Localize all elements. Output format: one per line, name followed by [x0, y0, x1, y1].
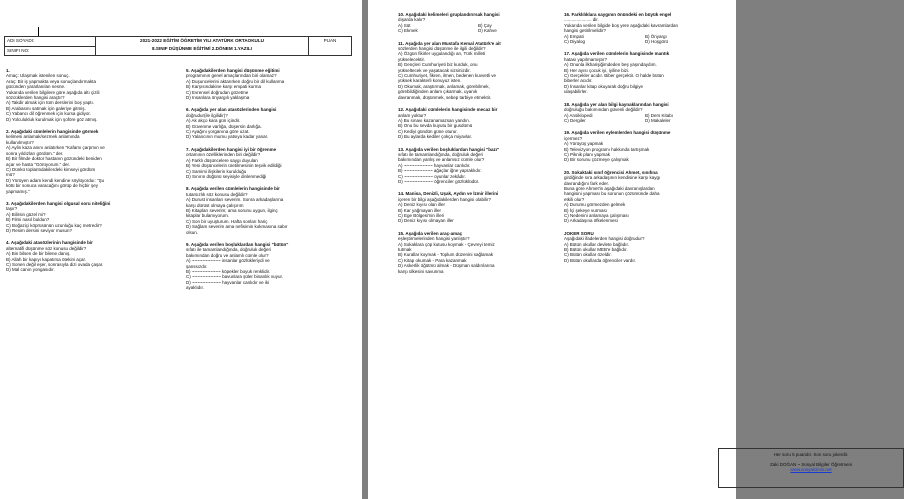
answer-options [564, 113, 726, 124]
question-line: hangisini yapması bu sorunun çözümünde daha [564, 191, 660, 197]
question [186, 186, 354, 235]
question-title: 1. [6, 68, 10, 73]
question-line: B) Allah bir kapıyı kapatırsa ötekini açar. [6, 256, 87, 262]
question-line: taşır? [6, 206, 18, 212]
question-line: C) Ayağını yorganına göre uzat. [186, 129, 250, 135]
question-line: B) Her ayısı çocuk iyi, iyiline bizi. [564, 67, 630, 73]
question-line: A) Sokaklara çöp kutusu koymak - Çevreyi temiz [398, 241, 495, 247]
question [6, 129, 174, 194]
question-line: D) Arkadaşına öfkelenmesi [564, 218, 618, 224]
exam-title-line1: 2021-2022 EĞİTİM ÖĞRETİM YILI ATATÜRK ORTAOKULU [140, 38, 264, 43]
question-line: A) Ak akço kara gün içindir. [186, 118, 241, 124]
question-line: D) Resim dersini seviyor musun? [6, 227, 73, 233]
website-link[interactable]: www.sosyalcimis.net [790, 467, 832, 473]
question-column-1 [6, 68, 174, 280]
question-line: dışarda kalır? [398, 17, 426, 23]
question-line: yükselecektir. [398, 56, 426, 62]
question-line: kullanılmıştır? [6, 139, 34, 145]
question [186, 68, 354, 100]
question [186, 107, 354, 139]
question-line: A) Duşuncelerini aktarırken doğru bir dil kullanma [186, 78, 285, 84]
answer-option: B) Önyargı [645, 33, 667, 39]
question-line: C) Kediyi gündün güne oturur. [398, 128, 458, 134]
answer-option: A) Empati [564, 33, 584, 39]
exam-header [4, 36, 352, 56]
question-line: kötü bir sonuca varacağını görüp de hiçbir şey [6, 183, 99, 189]
question-line: Aşağıdaki ifadelerden hangisi doğrudur? [564, 236, 645, 242]
question-line: B) Gençleri Cumhuriyeti biz kurduk, onu [398, 62, 478, 68]
question-line: A) Takdir almak için tüm derslerini boş yaptı. [6, 100, 94, 106]
answer-option: C) Diyalog [564, 39, 586, 45]
question-line: B) ~~~~~~~~~~~ ağaçlar iğne yapraklıdır. [398, 168, 482, 174]
question-title: 2. Aşağıdaki cümlelerin hangisinde görmek [6, 129, 99, 135]
question-line: sıfatı ile tamamlandığında, doğruluk değeri [186, 247, 272, 253]
question-title: 3. Aşağıdakilerden hangisi olgusal soru niteliğini [6, 200, 111, 206]
question-title: 5. Aşağıdakilerden hangisi düşünme eğitimi [186, 68, 280, 73]
question-line: D) Mal canın yongasıdır. [6, 267, 55, 273]
question-line: B) Kurallar koymak - Toplum düzenini sağlamak [398, 252, 493, 258]
answer-options [564, 34, 726, 45]
question-title: 18. Aşağıda yer alan bilgi kaynaklarından hangisi [564, 101, 669, 107]
question-line: A) Durust insanları severim. Sonra arkadaşlarına [186, 197, 284, 203]
question-line: D) Bu aylarda kediler çokça miyavlar. [398, 134, 473, 140]
question-line: B) Televizyon programı hakkında tartışmak [564, 146, 650, 152]
question-title: 4. Aşağıdaki atasözlerinin hangisinde bir [6, 240, 93, 246]
question-column-3 [398, 12, 558, 281]
question-line: D) Sınırın düğünü seyisiyle dinlenmediği [186, 173, 267, 179]
question [564, 170, 726, 224]
question-line: A) Farklı düşüncelere saygı duyulan [186, 157, 258, 163]
question-line: içeren bir bilgi aşağıdakilerden hangisi olabilir? [398, 196, 492, 202]
question [398, 147, 558, 185]
question-line: B) İçi şekeye vurması [564, 207, 608, 213]
question-line: A) Bilirsin güzel mi? [6, 211, 46, 217]
question-line: davranmak, düşünmek, sebep tarbiye etmektir. [398, 94, 492, 100]
question [398, 231, 558, 274]
question-title: JOKER SORU [564, 230, 594, 236]
question-line: etkili olur? [564, 196, 585, 202]
question-line: C) Evrensel doğrudan gözetme [186, 89, 249, 95]
question-line: doğrudur(ile ilgilidir)? [186, 112, 228, 118]
question-line: B) Kitapları severim; ama sorunu uygun, ilginç [186, 207, 278, 213]
answer-option: C) Ekmek [398, 28, 418, 34]
score-label: PUAN [323, 38, 337, 43]
question-line: karşı dürüst olmaya çalışırım [186, 202, 244, 208]
answer-option: C) Dergiler [564, 117, 586, 123]
question-line: D) ~~~~~~~~~~~ öğrenciler gözlüklüdür. [398, 178, 480, 184]
question-line: C) Nedenini anlamaya çalışması [564, 213, 629, 218]
question-line: bakımından doğru ve anlamlı cümle olur? [186, 252, 269, 258]
question [398, 41, 558, 100]
question-line: A) Durumu görmezden gelmek [564, 202, 626, 208]
question-line: D) Bütün okullarda öğrenciler vardır. [564, 257, 637, 263]
question-line: olsun. [186, 229, 199, 235]
question-line: eşleştirmelerinden hangisi yanlıştır? [398, 236, 470, 242]
question-line: içermez? [564, 135, 583, 141]
answer-options [398, 23, 558, 34]
question-line: Buna göre Ahmet'in aşağıdaki davranışlardan [564, 185, 655, 191]
question-line: girdiğinde sıra arkadaşının kendisine karşı kaygı [564, 175, 661, 181]
question [398, 107, 558, 139]
class-label: SINIFI NO: [7, 47, 30, 53]
question-line: Yukarıda verilen bilgide boş yere aşağıdaki kavramlardan [564, 22, 679, 28]
question-line: A) Onunla ilkharişiğimdeden beş yaşındaydım. [564, 62, 657, 68]
question-line: Yukarıda verilen bilgilere göre aşağıda altı çizili [6, 89, 100, 95]
answer-option: D) Hoşgörü [645, 39, 669, 45]
question [564, 231, 726, 263]
question-line: D) Sağlam severim ama nefisimin kokmasına sabır [186, 224, 288, 230]
question-line: sözlerden hangisi düşünme ile ilgili değildir? [398, 46, 486, 52]
question-line: C) Ege Bölgesi'nin illeri [398, 213, 445, 218]
question-line: C) Kitap okumak - Para kazanmak [398, 257, 467, 263]
question-line: D) İnsanlar kitap okuyarak doğru bilgiye [564, 83, 644, 89]
question-line: Amaç: Ulaşmak istenilen sonuç. [6, 73, 70, 79]
exam-title [96, 37, 309, 55]
question-line: B) Bir filmde doktor hastanın gözündeki beniden [6, 156, 102, 162]
teacher-name: Zaki DOĞAN ~ Sosyal Bilgiler Öğretmeni [770, 461, 852, 467]
question-line: C) Yabancı dil öğrenmek için kursa gidiyor. [6, 111, 91, 117]
question-line: sonra yıldızları gördüm." der. [6, 150, 64, 156]
question-line: A) Bu sınavı kazanamazsan yandın. [398, 117, 471, 123]
question-title: 8. Aşağıda verilen cümlelerin hangisinde bir [186, 186, 280, 192]
question-title: 6. Aşağıda yer alan atasözlerinden hangisi [186, 107, 277, 113]
question-line: C) Boğaziçi köprüsünün uzunluğu kaç metredir? [6, 222, 102, 228]
question-title: 19. Aşağıda verilen eylemlerden hangisi düşünme [564, 130, 671, 136]
answer-option: B) Çay [478, 22, 492, 28]
exam-page-right [368, 0, 852, 499]
question-line: B) Kar yağmayan iller [398, 207, 442, 213]
question-line: mü? [6, 172, 15, 178]
question-line: A) Bütün okullar devlete bağlıdır. [564, 241, 630, 247]
question-line: Araç: Bir iş yapmakta veya sonuçlandırmakta [6, 78, 97, 84]
question-title: 12. Aşağıdaki cümlelerin hangisinde mecaz bir [398, 107, 498, 113]
question-line: A) Aylin kaza anını anlatırken "Kafamı çarpmın ve [6, 145, 105, 151]
question-line: kelimesi anlamak/sezmek anlamında [6, 134, 80, 140]
question-line: B) ~~~~~~~~~~~ köpekler boyuk renklidir. [186, 269, 271, 274]
answer-option: A) Ansiklopedi [564, 112, 593, 118]
question-line: görebildiğinden anlam çıkarmak, uyanık [398, 89, 478, 95]
question-line: C) Cumhuriyet, fikren, ilmen, bedenen kuvvetli ve [398, 73, 497, 79]
question-line: yapmamış." [6, 188, 30, 194]
question-line: açar ve hasta "Görüyorum." der. [6, 161, 70, 167]
question-line: tutmak [398, 247, 412, 253]
question-line: tutarsızlık söz konusu değildir? [186, 191, 248, 197]
question-line: anlam yoktur? [398, 112, 427, 118]
question-line: D) Okumak, araştırmak, anlamak, görebilmek, [398, 83, 490, 89]
question-line: karşı ülkesini savunma [398, 268, 444, 274]
question-line: B) Filmi nasıl buldun? [6, 217, 50, 223]
question-line: C) Bütün okullar özeldir. [564, 252, 612, 258]
question-line: A) Deniz kıyısı olan iller [398, 202, 446, 208]
question-title: 14. Manisa, Denizli, Uşak, Aydın ve İzmir illerini [398, 191, 499, 197]
answer-option: A) Süt [398, 22, 411, 28]
question-title: 13. Aşağıda verilen boşluklardan hangisi "bazı" [398, 146, 500, 152]
question-line: A) Yürüyüş yapmak [564, 141, 604, 147]
question-title: 15. Aşağıda verilen araç-amaç [398, 230, 463, 236]
question-line: programının genel amaçlarından biri olamaz? [186, 73, 277, 79]
question-column-2 [186, 68, 354, 298]
question-line: ayaklıdır. [186, 285, 205, 291]
question [186, 147, 354, 179]
question-line: A) Bin bilsen de bir bilene danış. [6, 251, 71, 257]
student-info [5, 37, 96, 55]
question-line: A) ~~~~~~~~~~~ hayvanlar canlıdır. [398, 162, 471, 168]
exam-title-line2: 8.SINIF DÜŞÜNME EĞİTİMİ 2.DÖNEM 1.YAZILI [152, 46, 252, 51]
question-line: D) Deniz kıyısı olmayan iller [398, 218, 454, 224]
question-line: bakımından yanlış ve anlamsız cümle olur? [398, 157, 485, 163]
question-line: C) ~~~~~~~~~~~ bavunlara şüler binanlık vuyur. [186, 274, 283, 280]
question-line: C) Samimi ilişkilerin kurulduğu [186, 168, 247, 174]
question-line: D) Yalancının mumu yatsıya kadar yanar. [186, 134, 269, 140]
question [6, 240, 174, 272]
question-line: A) Özgün fikirler uygulandığı an, Türk milleti [398, 51, 486, 57]
name-label: ADI SOYADI: [5, 37, 95, 47]
answer-option: D) Makaleler [645, 117, 671, 123]
question [6, 201, 174, 233]
question-line: B) Karşısındakine karşı empati kurma [186, 84, 262, 90]
question-line: alternatifi düşünme söz konusu değildir? [6, 245, 87, 251]
question-line: kitaplar bulamıyorum. [186, 213, 230, 219]
question-line: hatası yapılmamıştır? [564, 56, 608, 62]
question-line: D) Yolculukluk kurulmak için şoföre göz atmış. [6, 116, 98, 122]
question-line: B) Arabasını satmak için galeriye gitmiş. [6, 105, 86, 111]
question-line: A) ~~~~~~~~~~~ insanlar gözlükleriydi ve [186, 258, 270, 264]
question-line: D) ~~~~~~~~~~~ hayvanlar canlıdır ve iki [186, 279, 270, 285]
question [564, 51, 726, 94]
question-line: ulaşabilirler. [564, 89, 588, 95]
question-title: 7. Aşağıdakilerden hangisi iyi bir öğrenme [186, 146, 277, 152]
question-line: D) Yürüyen adam kendi kendine söylüyorduı: "Şu [6, 177, 105, 183]
question-line: sıfatı ile tamamlandığında, doğruluk değeri [398, 151, 484, 157]
exam-page-left [0, 0, 362, 499]
question-title: 10. Aşağıdaki kelimeleri gruplandırırsak hangisi [398, 12, 500, 17]
question-line: C) Sonen değil eşer, sonrasıyla dizi ovada çaşar. [6, 262, 104, 267]
question-line: ortamının özelliklerinden biri değildir? [186, 152, 261, 158]
question-line: doğruluğu bakımından güvenli değildir? [564, 107, 643, 113]
question-title: 20. Sokaktaki sınıf öğrencisi Ahmet, sınıfına [564, 169, 658, 175]
question-line: D) Insanlara önyargılı yaklaşma [186, 95, 250, 101]
question-line: B) Onu bu sevda kuyutu bir gusdümü [398, 123, 473, 129]
question-line: hangisi getirilmelidir? [564, 28, 607, 34]
question-line: C) Piknik planı yapmak [564, 151, 611, 157]
question-line: davrandığını fark eder. [564, 180, 610, 186]
question-line: ...................... dir. [564, 17, 599, 23]
footer-box [718, 448, 904, 488]
question-line: B) Yeni düşüncelerin üretilmesinin teşvik edildiği [186, 163, 282, 169]
question-line: C) Gerçekler acıdır. Biber gerçektir. O halde bütün [564, 73, 664, 79]
question-title: 16. Farklılıklara saygının önündeki en büyük engel [564, 12, 672, 17]
question [186, 242, 354, 291]
question-line: C) Son bir uyuşturum. Hafta sonları hariç [186, 218, 268, 224]
question-line: yüksek karakterli konuyuz isten. [398, 78, 462, 84]
question-line: D) Askerlik öğütmü almak - Düşman saldırılarına [398, 263, 495, 269]
question [398, 12, 558, 34]
answer-option: D) Kahve [478, 28, 497, 34]
question-column-4 [564, 12, 726, 270]
question-title: 9. Aşağıda verilen boşluklardan hangisi "bütün" [186, 241, 289, 247]
footer-note: Her soru 5 puandır. Son soru jokerdir. [773, 452, 849, 457]
question-line: sözcüklerden hangisi araçtır? [6, 95, 65, 101]
question-title: 11. Aşağıda yer alan Mustafa Kemal Atatürk'e ait [398, 40, 501, 46]
question [564, 102, 726, 124]
question-line: biberler acıdır. [564, 78, 593, 84]
question-title: 17. Aşağıda verilen cümlelerin hangisinde mantık [564, 51, 670, 57]
question-line: B) Güvenme varlığa, düşersin darlığa. [186, 123, 262, 129]
question-line: yükseltecek ve yaşatacak sizsinizdir. [398, 67, 471, 73]
question-line: gücünden yararlanılan nesne. [6, 84, 66, 90]
question [398, 191, 558, 223]
question [6, 68, 174, 122]
question-line: D) Bir sorunu çözmeye çalışmak [564, 157, 629, 163]
answer-option: B) Ders Kitabı [645, 112, 674, 118]
question [564, 130, 726, 162]
question-line: B) Bütün okullar MEB'e bağlıdır. [564, 247, 628, 253]
question-line: C) Dünkü toplantıdakilerdeki kimseyi gördüm [6, 166, 96, 172]
question-line: şanssızdır. [186, 263, 208, 269]
question-line: C) ~~~~~~~~~~~ oyunlar zekâdır. [398, 173, 466, 179]
question [564, 12, 726, 44]
